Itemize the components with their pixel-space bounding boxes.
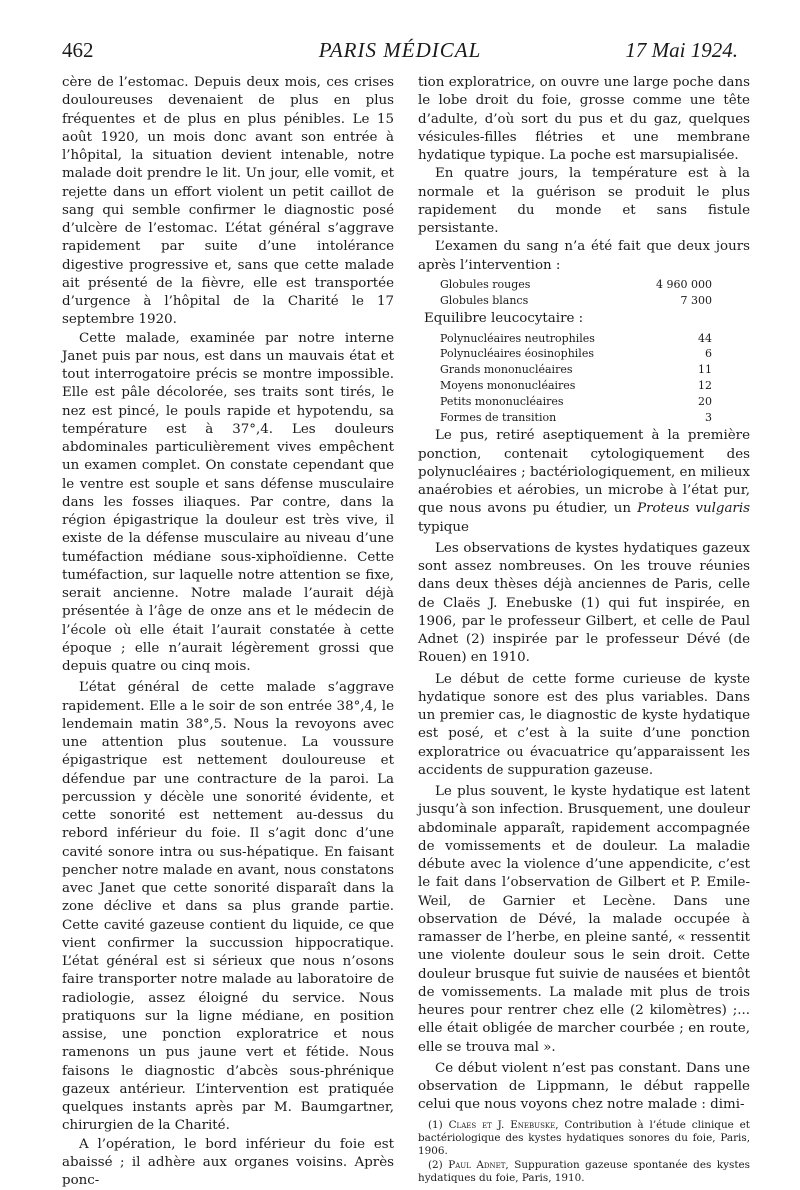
- blood-value: 4 960 000: [599, 277, 750, 293]
- footnote-text: , Suppuration gazeuse spontanée des kystes hydatiques du foie, Paris, 1910.: [418, 1159, 750, 1184]
- paragraph: L’état général de cette malade s’aggrave rapidement. Elle a le soir de son entrée 38°,4, le lendemain matin 38°,5. Nous la revoyons avec une attention plus soutenue. La voussure épigastrique est nettement douloureuse et défendue par une contracture de la paroi. La percussion y décèle une sonorité évidente, et cette sonorité est nettement au-dessus du rebord inférieur du foie. Il s’agit donc d’une cavité sonore intra ou sus-hépatique. En faisant pencher notre malade en avant, nous constatons avec Janet que cette sonorité disparaît dans la zone déclive et dans sa plus grande partie. Cette cavité gazeuse contient du liquide, ce que vient confirmer la succussion hippocratique. L’état général est si sérieux que nous n’osons faire transporter notre malade au laboratoire de radiologie, assez éloigné du service. Nous pratiquons sur la ligne médiane, en position assise, une ponction exploratrice et nous ramenons un pus jaune vert et fétide. Nous faisons le diagnostic d’abcès sous-phrénique gazeux antérieur. L’intervention est pratiquée quelques instants après par M. Baumgartner, chirurgien de la Charité.: [62, 679, 394, 1135]
- page-number: 462: [62, 38, 94, 63]
- leukocyte-label: Grands mononucléaires: [418, 362, 675, 378]
- leukocyte-label: Moyens mononucléaires: [418, 378, 675, 394]
- paragraph: Le plus souvent, le kyste hydatique est latent jusqu’à son infection. Brusquement, une douleur abdominale apparaît, rapidement accompagnée de vomissements et de douleur. La maladie débute avec la violence d’une appendicite, c’est le fait dans l’observation de Gilbert et P. Emile-Weil, de Garnier et Lecène. Dans une observation de Dévé, la malade occupée à ramasser de l’herbe, en pleine santé, « ressentit une violente douleur sous le sein droit. Cette douleur brusque fut suivie de nausées et bientôt de vomissements. La malade mit plus de trois heures pour rentrer chez elle (2 kilomètres) ;... elle était obligée de marcher courbée ; en route, elle se trouva mal ».: [418, 783, 750, 1057]
- leukocyte-value: 3: [675, 410, 750, 426]
- blood-label: Globules blancs: [418, 293, 599, 309]
- blood-value: 7 300: [599, 293, 750, 309]
- footnote-marker: (2): [428, 1159, 443, 1171]
- left-column: [62, 74, 394, 1190]
- table-row: [418, 362, 750, 378]
- leukocyte-label: Polynucléaires éosinophiles: [418, 346, 675, 362]
- paragraph: Ce début violent n’est pas constant. Dans une observation de Lippmann, le début rappelle celui que nous voyons chez notre malade : dimi-: [418, 1060, 750, 1115]
- footnote-marker: (1): [428, 1119, 443, 1131]
- paragraph: A l’opération, le bord inférieur du foie est abaissé ; il adhère aux organes voisins. Après ponc-: [62, 1136, 394, 1190]
- blood-label: Globules rouges: [418, 277, 599, 293]
- running-header: [62, 38, 738, 62]
- footnote: [418, 1159, 750, 1186]
- text-run: typique: [418, 520, 469, 535]
- leukocyte-label: Polynucléaires neutrophiles: [418, 331, 675, 347]
- table-row: [418, 346, 750, 362]
- equilibrium-heading: Equilibre leucocytaire :: [418, 310, 750, 328]
- leukocyte-value: 11: [675, 362, 750, 378]
- paragraph: [418, 427, 750, 537]
- footnote-author: Claes et J. Enebuske: [449, 1119, 556, 1131]
- leukocyte-value: 20: [675, 394, 750, 410]
- paragraph: Les observations de kystes hydatiques gazeux sont assez nombreuses. On les trouve réunies dans deux thèses déjà anciennes de Paris, celle de Claës J. Enebuske (1) qui fut inspirée, en 1906, par le professeur Gilbert, et celle de Paul Adnet (2) inspirée par le professeur Dévé (de Rouen) en 1910.: [418, 540, 750, 668]
- journal-title: PARIS MÉDICAL: [62, 38, 738, 63]
- footnote-text: , Contribution à l’étude clinique et bactériologique des kystes hydatiques sonores du foie, Paris, 1906.: [418, 1119, 750, 1158]
- paragraph: cère de l’estomac. Depuis deux mois, ces crises douloureuses devenaient de plus en plus fréquentes et de plus en plus pénibles. Le 15 août 1920, un mois donc avant son entrée à l’hôpital, la situation devient intenable, notre malade doit prendre le lit. Un jour, elle vomit, et rejette dans un effort violent un petit caillot de sang qui semble confirmer le diagnostic posé d’ulcère de l’estomac. L’état général s’aggrave rapidement par suite d’une intolérance digestive progressive et, sans que cette malade ait présenté de la fièvre, elle est transportée d’urgence à l’hôpital de la Charité le 17 septembre 1920.: [62, 74, 394, 330]
- footnote: [418, 1119, 750, 1159]
- footnote-author: Paul Adnet: [448, 1159, 505, 1171]
- footnotes: [418, 1119, 750, 1186]
- text-run: Le pus, retiré aseptiquement à la première ponction, contenait cytologiquement des polynucléaires ; bactériologiquement, en milieux anaérobies et aérobies, un microbe à l’état pur, que nous avons pu étudier, un: [418, 428, 750, 516]
- blood-count-table: [418, 277, 750, 309]
- table-row: [418, 293, 750, 309]
- paragraph: Cette malade, examinée par notre interne Janet puis par nous, est dans un mauvais état et tout interrogatoire précis se montre impossible. Elle est pâle décolorée, ses traits sont tirés, le nez est pincé, le pouls rapide et hypotendu, sa température est à 37°,4. Les douleurs abdominales particulièrement vives empêchent un examen complet. On constate cependant que le ventre est souple et sans défense musculaire dans les fosses iliaques. Par contre, dans la région épigastrique la douleur est très vive, il existe de la défense musculaire au niveau d’une tuméfaction médiane sous-xiphoïdienne. Cette tuméfaction, sur laquelle notre attention se fixe, serait ancienne. Notre malade l’aurait déjà présentée à l’âge de onze ans et le médecin de l’école où elle était l’aurait constatée à cette époque ; elle n’aurait légèrement grossi que depuis quatre ou cinq mois.: [62, 330, 394, 677]
- table-row: [418, 331, 750, 347]
- leukocyte-value: 12: [675, 378, 750, 394]
- issue-date: 17 Mai 1924.: [625, 38, 738, 63]
- paragraph: Le début de cette forme curieuse de kyste hydatique sonore est des plus variables. Dans un premier cas, le diagnostic de kyste hydatique est posé, et c’est à la suite d’une ponction exploratrice ou évacuatrice qu’apparaissent les accidents de suppuration gazeuse.: [418, 671, 750, 781]
- table-row: [418, 277, 750, 293]
- leukocyte-table: [418, 331, 750, 426]
- right-column: [418, 74, 750, 1186]
- leukocyte-value: 6: [675, 346, 750, 362]
- paragraph: L’examen du sang n’a été fait que deux jours après l’intervention :: [418, 238, 750, 275]
- table-row: [418, 378, 750, 394]
- table-row: [418, 394, 750, 410]
- leukocyte-label: Petits mononucléaires: [418, 394, 675, 410]
- paragraph: tion exploratrice, on ouvre une large poche dans le lobe droit du foie, grosse comme une tête d’adulte, d’où sort du pus et du gaz, quelques vésicules-filles flétries et une membrane hydatique typique. La poche est marsupialisée.: [418, 74, 750, 165]
- leukocyte-label: Formes de transition: [418, 410, 675, 426]
- leukocyte-value: 44: [675, 331, 750, 347]
- table-row: [418, 410, 750, 426]
- species-name: Proteus vulgaris: [637, 501, 750, 516]
- paragraph: En quatre jours, la température est à la normale et la guérison se produit le plus rapidement du monde et sans fistule persistante.: [418, 165, 750, 238]
